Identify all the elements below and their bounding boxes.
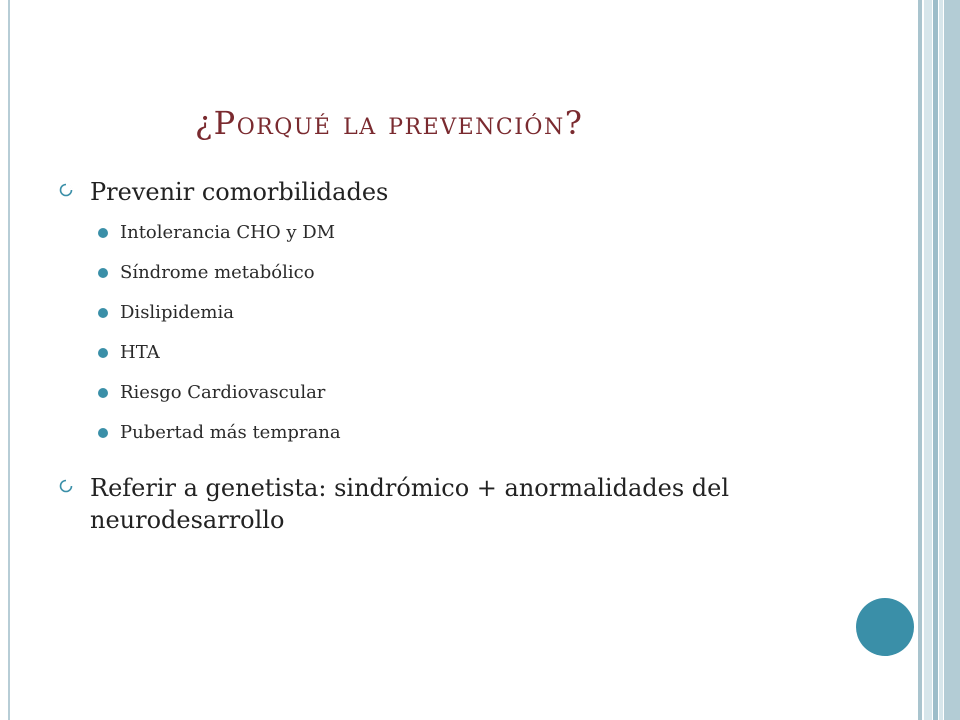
sub-bullet-item bbox=[90, 340, 856, 366]
dot-bullet-icon bbox=[98, 388, 108, 398]
right-decorative-band bbox=[918, 0, 922, 720]
sub-bullet-item bbox=[90, 380, 856, 406]
ring-bullet-icon bbox=[58, 478, 74, 494]
dot-bullet-icon bbox=[98, 228, 108, 238]
sub-bullet-item bbox=[90, 420, 856, 446]
sub-bullet-text: Riesgo Cardiovascular bbox=[120, 382, 326, 403]
sub-bullet-text: Pubertad más temprana bbox=[120, 422, 341, 443]
sub-bullet-list bbox=[90, 220, 856, 446]
right-decorative-band bbox=[924, 0, 932, 720]
sub-bullet-text: Intolerancia CHO y DM bbox=[120, 222, 336, 243]
bullet-item bbox=[56, 472, 856, 536]
sub-bullet-text: Síndrome metabólico bbox=[120, 262, 315, 283]
circle-decoration bbox=[856, 598, 914, 656]
sub-bullet-item bbox=[90, 220, 856, 246]
dot-bullet-icon bbox=[98, 268, 108, 278]
bullet-text: Referir a genetista: sindrómico + anormalidades del neurodesarrollo bbox=[90, 474, 730, 534]
sub-bullet-item bbox=[90, 300, 856, 326]
right-decorative-band bbox=[944, 0, 960, 720]
sub-bullet-text: Dislipidemia bbox=[120, 302, 234, 323]
bullet-list bbox=[56, 176, 856, 562]
dot-bullet-icon bbox=[98, 308, 108, 318]
dot-bullet-icon bbox=[98, 348, 108, 358]
right-decorative-band bbox=[933, 0, 938, 720]
dot-bullet-icon bbox=[98, 428, 108, 438]
sub-bullet-item bbox=[90, 260, 856, 286]
right-decorative-band bbox=[939, 0, 943, 720]
slide-title: ¿Porqué la prevención? bbox=[195, 104, 584, 142]
sub-bullet-text: HTA bbox=[120, 342, 160, 363]
bullet-text: Prevenir comorbilidades bbox=[90, 178, 389, 206]
bullet-item bbox=[56, 176, 856, 446]
left-border-line bbox=[8, 0, 10, 720]
ring-bullet-icon bbox=[58, 182, 74, 198]
